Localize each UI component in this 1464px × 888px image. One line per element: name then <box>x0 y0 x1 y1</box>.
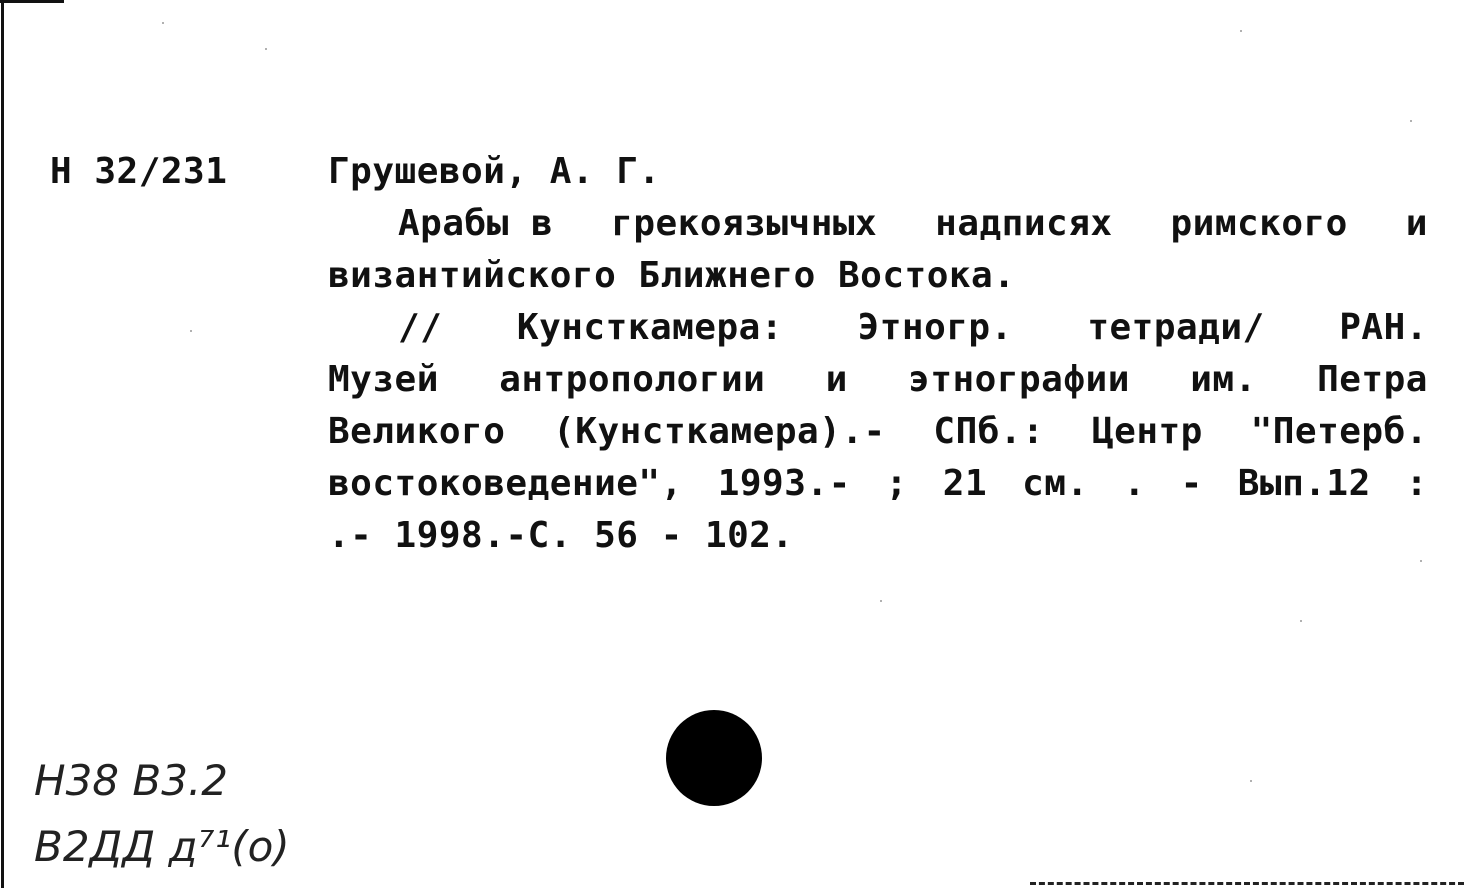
bibliographic-entry <box>328 198 1428 562</box>
scan-speck <box>1240 30 1242 32</box>
entry-word: и <box>825 359 848 400</box>
entry-word: этнографии <box>908 359 1130 400</box>
entry-word: 1993.- <box>717 463 851 504</box>
entry-word: - <box>1180 463 1203 504</box>
entry-word: Этногр. <box>857 307 1013 348</box>
entry-word: антропологии <box>499 359 766 400</box>
entry-word: и <box>1405 203 1428 244</box>
entry-word: римского <box>1170 203 1348 244</box>
entry-word: . <box>1123 463 1146 504</box>
entry-word: востоковедение", <box>328 463 683 504</box>
entry-word: Музей <box>328 359 439 400</box>
author-heading: Грушевой, А. Г. <box>328 151 661 192</box>
entry-word: 21 <box>942 463 988 504</box>
entry-line <box>328 510 1428 562</box>
scan-speck <box>265 48 267 50</box>
entry-word: СПб.: <box>933 411 1045 452</box>
entry-word: "Петерб. <box>1250 411 1428 452</box>
entry-word: надписях <box>935 203 1113 244</box>
entry-word: Арабы в <box>398 203 554 244</box>
entry-word: грекоязычных <box>611 203 878 244</box>
entry-word: см. <box>1022 463 1089 504</box>
entry-line <box>328 458 1428 510</box>
entry-word: // <box>398 307 443 348</box>
entry-word: : <box>1405 463 1428 504</box>
punch-hole <box>666 710 762 806</box>
scan-speck <box>1250 780 1252 782</box>
entry-word: Центр <box>1091 411 1203 452</box>
scan-speck <box>1300 620 1302 622</box>
entry-line <box>328 250 1428 302</box>
shelfmark: Н 32/231 <box>50 151 228 192</box>
entry-word: им. <box>1190 359 1257 400</box>
entry-word: РАН. <box>1339 307 1428 348</box>
scan-speck <box>1410 120 1412 122</box>
handwritten-note-line1: Н38 В3.2 <box>34 756 228 805</box>
entry-line <box>328 302 1428 354</box>
entry-word: Вып.12 <box>1237 463 1371 504</box>
card-top-edge <box>0 0 64 3</box>
entry-word: Петра <box>1317 359 1428 400</box>
scan-speck <box>190 330 192 332</box>
entry-word: Великого <box>328 411 506 452</box>
card-left-edge <box>1 0 4 888</box>
entry-word: ; <box>885 463 908 504</box>
handwritten-note-line2: В2ДД д⁷¹(о) <box>34 822 290 871</box>
entry-word: .- 1998.-С. 56 - 102. <box>328 515 794 556</box>
scan-speck <box>880 600 882 602</box>
entry-line <box>328 198 1428 250</box>
scan-speck <box>1420 560 1422 562</box>
entry-line <box>328 406 1428 458</box>
entry-word: тетради/ <box>1087 307 1265 348</box>
card-bottom-edge <box>1030 882 1464 888</box>
entry-word: (Кунсткамера).- <box>553 411 886 452</box>
scan-speck <box>162 22 164 24</box>
entry-line <box>328 354 1428 406</box>
entry-word: византийского Ближнего Востока. <box>328 255 1016 296</box>
entry-word: Кунсткамера: <box>516 307 783 348</box>
